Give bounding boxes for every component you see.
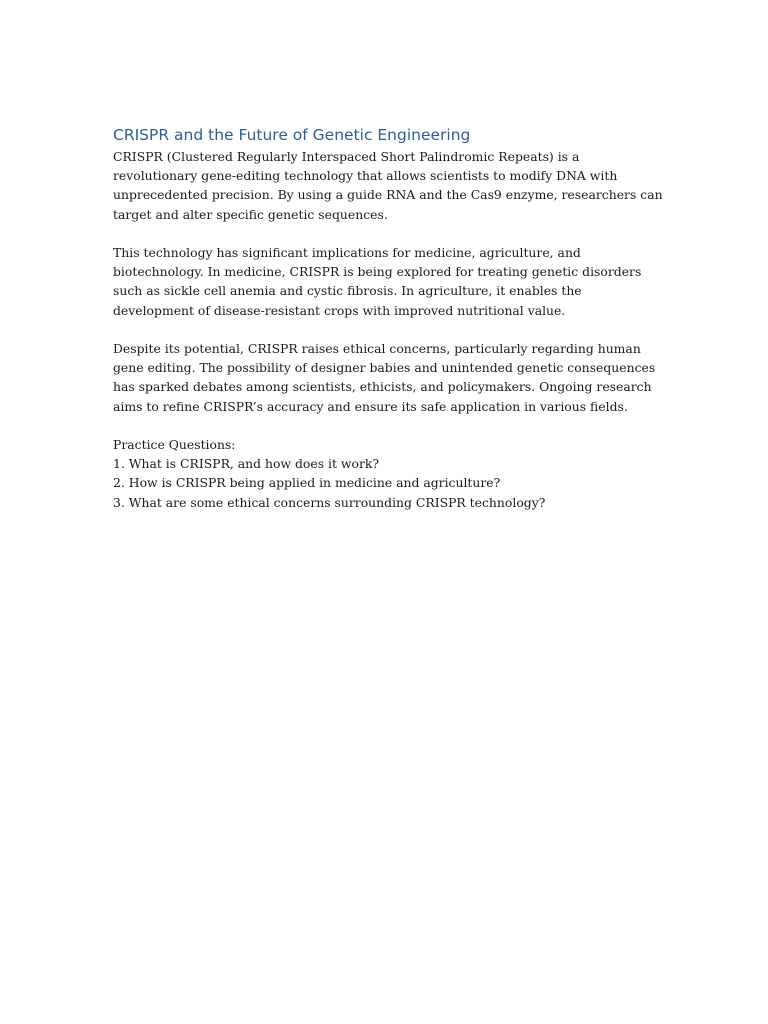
question-item: 3. What are some ethical concerns surrounding CRISPR technology? (113, 494, 546, 510)
questions-heading: Practice Questions: (113, 437, 236, 452)
practice-questions (113, 435, 663, 512)
paragraph-applications: This technology has significant implications for medicine, agriculture, and biotechnology. In medicine, CRISPR is being explored for treating genetic disorders such as sickle cell anemia and cystic fibrosis. In agriculture, it enables the development of disease-resistant crops with improved nutritional value. (113, 245, 642, 318)
paragraph-intro: CRISPR (Clustered Regularly Interspaced Short Palindromic Repeats) is a revolutionary gene-editing technology that allows scientists to modify DNA with unprecedented precision. By using a guide RNA and the Cas9 enzyme, researchers can target and alter specific genetic sequences. (113, 149, 663, 222)
paragraph-ethics: Despite its potential, CRISPR raises ethical concerns, particularly regarding human gene editing. The possibility of designer babies and unintended genetic consequences has sparked debates among scientists, ethicists, and policymakers. Ongoing research aims to refine CRISPR’s accuracy and ensure its safe application in various fields. (113, 341, 656, 414)
document-page (113, 124, 663, 512)
document-title: CRISPR and the Future of Genetic Engineering (113, 126, 471, 144)
question-item: 2. How is CRISPR being applied in medicine and agriculture? (113, 475, 501, 491)
question-item: 1. What is CRISPR, and how does it work? (113, 456, 380, 472)
